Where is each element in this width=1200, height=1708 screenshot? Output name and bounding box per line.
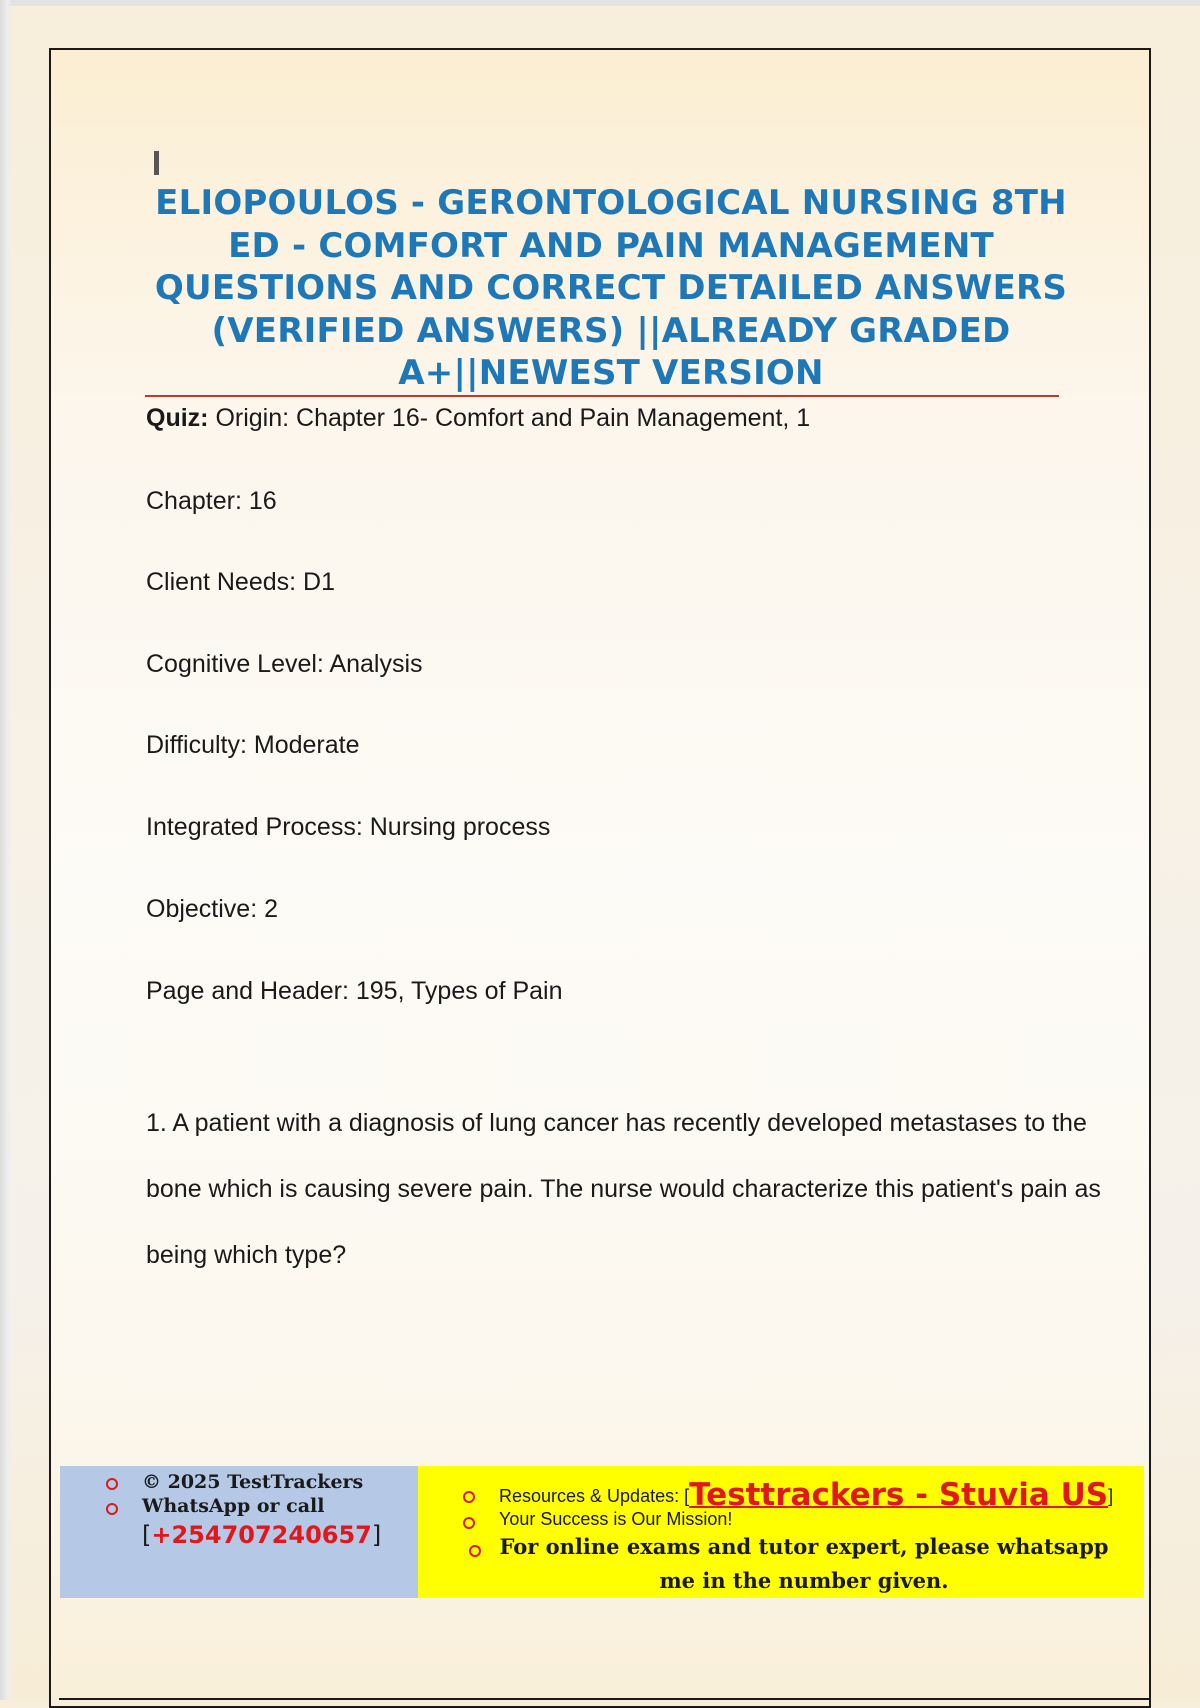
field-chapter: Chapter: 16 [146,487,277,515]
bullet-icon [106,1478,118,1490]
footer-promo-panel [418,1466,1144,1598]
document-title: ELIOPOULOS - GERONTOLOGICAL NURSING 8TH ED - COMFORT AND PAIN MANAGEMENT QUESTIONS AND CORRECT DETAILED ANSWERS (VERIFIED ANSWERS) ||ALREADY GRADED A+||NEWEST VERSION [154,183,1068,393]
bullet-icon [463,1491,475,1503]
footer-whatsapp-label: WhatsApp or call [142,1495,325,1517]
footer-resources-line: Resources & Updates: [Testtrackers - Stuvia US] [499,1477,1114,1513]
quiz-origin-value: Origin: Chapter 16- Comfort and Pain Management, 1 [208,404,811,432]
footer-phone-number: +254707240657 [151,1521,372,1549]
title-underline [145,395,1059,397]
field-objective: Objective: 2 [146,895,279,923]
footer-copyright: © 2025 TestTrackers [142,1471,364,1493]
viewer-left-edge [0,0,12,1700]
bullet-icon [469,1545,481,1557]
field-cognitive-level: Cognitive Level: Analysis [146,650,423,678]
bullet-icon [106,1503,118,1515]
field-difficulty: Difficulty: Moderate [146,731,360,759]
bullet-icon [463,1517,475,1529]
footer-mission: Your Success is Our Mission! [499,1509,733,1529]
field-client-needs: Client Needs: D1 [146,568,335,596]
footer-tutor-text: For online exams and tutor expert, please whatsapp me in the number given. [499,1534,1109,1593]
field-page-and-header: Page and Header: 195, Types of Pain [146,977,563,1005]
text-cursor-mark [154,151,159,175]
field-integrated-process: Integrated Process: Nursing process [146,813,551,841]
footer-resources-link[interactable]: Testtrackers - Stuvia US [689,1477,1109,1513]
quiz-label: Quiz: [146,404,209,432]
question-text: 1. A patient with a diagnosis of lung cancer has recently developed metastases to the bone which is causing severe pain. The nurse would characterize this patient's pain as being which type? [146,1109,1101,1269]
viewer-top-edge [0,0,1200,6]
quiz-origin-line [146,404,810,433]
document-page [49,48,1151,1708]
footer-phone[interactable]: [+254707240657] [142,1521,382,1549]
footer-contact-panel [60,1466,418,1598]
footer-resources-label: Resources & Updates: [499,1486,685,1506]
